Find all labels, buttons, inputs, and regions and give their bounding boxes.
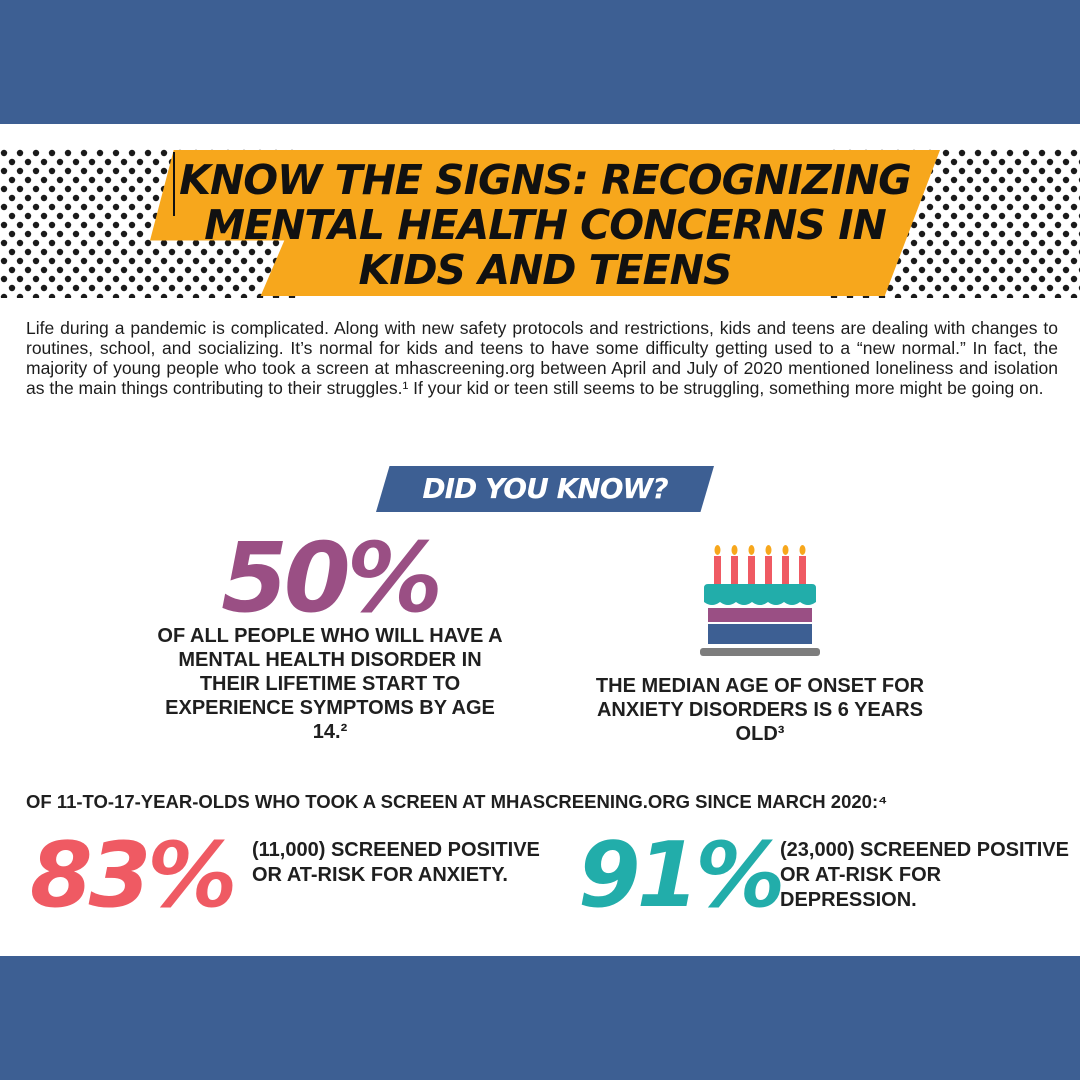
bottom-color-band	[0, 956, 1080, 1080]
onset-caption: THE MEDIAN AGE OF ONSET FOR ANXIETY DISORDERS IS 6 YEARS OLD³	[595, 675, 925, 745]
screening-heading: OF 11-TO-17-YEAR-OLDS WHO TOOK A SCREEN AT MHASCREENING.ORG SINCE MARCH 2020:⁴	[26, 791, 888, 812]
stat-50-percent: 50%	[221, 522, 439, 634]
text-cursor	[173, 152, 175, 216]
did-you-know-heading: DID YOU KNOW?	[422, 472, 668, 505]
infographic-panel	[0, 124, 1080, 956]
intro-paragraph: Life during a pandemic is complicated. Along with new safety protocols and restrictions, kids and teens are dealing with changes to routines, school, and socializing. It’s normal for kids and teens to have some difficulty getting used to a “new normal.” In fact, the majority of young people who took a screen at mhascreening.org between April and July of 2020 mentioned loneliness and isolation as the main things contributing to their struggles.¹ If your kid or teen still seems to be struggling, something more might be going on.	[26, 318, 1058, 398]
stat-50-caption: OF ALL PEOPLE WHO WILL HAVE A MENTAL HEALTH DISORDER IN THEIR LIFETIME START TO EXPERIENCE SYMPTOMS BY AGE 14.²	[157, 625, 503, 743]
stat-83-caption: (11,000) SCREENED POSITIVE OR AT-RISK FOR ANXIETY.	[252, 839, 540, 886]
top-color-band	[0, 0, 1080, 124]
stat-83-percent: 83%	[30, 823, 234, 928]
birthday-cake-icon	[700, 544, 820, 660]
stat-91-percent: 91%	[578, 823, 782, 928]
page-title: KNOW THE SIGNS: RECOGNIZING MENTAL HEALTH CONCERNS IN KIDS AND TEENS	[179, 156, 911, 294]
stat-91-caption: (23,000) SCREENED POSITIVE OR AT-RISK FOR DEPRESSION.	[780, 839, 1069, 911]
